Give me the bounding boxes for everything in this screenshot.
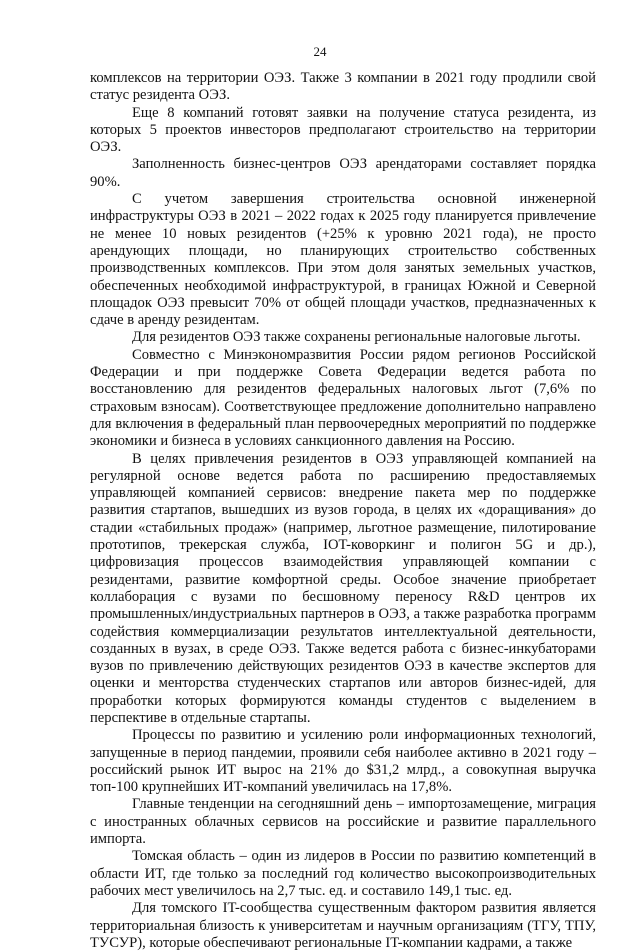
body-text xyxy=(90,70,596,952)
paragraph-tomsk-it-community: Для томского IT-сообщества существенным фактором развития является территориальная близость к университетам и научным организациям (ТГУ, ТПУ, ТУСУР), которые обеспечивают региональные IT-компании кадрами, а также xyxy=(90,900,596,951)
page-number: 24 xyxy=(313,44,327,59)
paragraph-regional-tax-benefits: Для резидентов ОЭЗ также сохранены региональные налоговые льготы. xyxy=(132,329,581,346)
paragraph-federal-tax-benefits: Совместно с Минэкономразвития России рядом регионов Российской Федерации и при поддержке Совета Федерации ведется работа по восстановлению для резидентов федеральных налоговых льгот (7,6% по страховым взносам). Соответствующее предложение дополнительно направлено для включения в федеральный план первоочередных мероприятий по поддержке экономики и бизнеса в условиях санкционного давления на Россию. xyxy=(90,346,596,450)
paragraph-business-center-occupancy: Заполненность бизнес-центров ОЭЗ арендаторами составляет порядка 90%. xyxy=(90,156,596,190)
paragraph-new-residents-plan: С учетом завершения строительства основной инженерной инфраструктуры ОЭЗ в 2021 – 2022 годах к 2025 году планируется привлечение не менее 10 новых резидентов (+25% к уровню 2021 года), не просто арендующих площади, но планирующих строительство собственных производственных комплексов. При этом доля занятых земельных участков, обеспеченных необходимой инфраструктурой, в границах Южной и Северной площадок ОЭЗ превысит 70% от общей площади участков, предназначенных к сдаче в аренду резидентам. xyxy=(90,191,596,329)
paragraph-residency-applications: Еще 8 компаний готовят заявки на получение статуса резидента, из которых 5 проектов инвесторов предполагают строительство на территории ОЭЗ. xyxy=(90,104,596,156)
paragraph-it-market-growth: Процессы по развитию и усилению роли информационных технологий, запущенные в период пандемии, проявили себя наиболее активно в 2021 году – российский рынок ИТ вырос на 21% до $31,2 млрд., а совокупная выручка топ-100 крупнейших ИТ-компаний увеличилась на 17,8%. xyxy=(90,727,596,796)
paragraph-main-trends: Главные тенденции на сегодняшний день – импортозамещение, миграция с иностранных облачных сервисов на российские и развитие параллельного импорта. xyxy=(90,796,596,848)
paragraph-management-company-services: В целях привлечения резидентов в ОЭЗ управляющей компанией на регулярной основе ведется работа по расширению предоставляемых управляющей компанией сервисов: внедрение пакета мер по поддержке развития стартапов, вышедших из вузов города, в целях их «доращивания» до стадии «стабильных продаж» (например, льготное размещение, пилотирование прототипов, трекерская служба, IOT-коворкинг и полигон 5G и др.), цифровизация процессов взаимодействия управляющей компании с резидентами, развитие комфортной среды. Особое значение приобретает коллаборация с вузами по бесшовному переносу R&D центров их промышленных/индустриальных партнеров в ОЭЗ, а также разработка программ содействия коммерциализации результатов интеллектуальной деятельности, созданных в вузах, в среде ОЭЗ. Также ведется работа с бизнес-инкубаторами вузов по привлечению действующих резидентов ОЭЗ в качестве экспертов для оценки и менторства студенческих стартапов или авторов бизнес-идей, для проработки которых формируются команды студентов с выделением в перспективе в отдельные стартапы. xyxy=(90,450,596,726)
paragraph-continuation: комплексов на территории ОЭЗ. Также 3 компании в 2021 году продлили свой статус резидента ОЭЗ. xyxy=(90,70,596,104)
paragraph-tomsk-it-leadership: Томская область – один из лидеров в России по развитию компетенций в области ИТ, где только за последний год количество высокопроизводительных рабочих мест увеличилось на 2,7 тыс. ед. и составило 149,1 тыс. ед. xyxy=(90,848,596,899)
